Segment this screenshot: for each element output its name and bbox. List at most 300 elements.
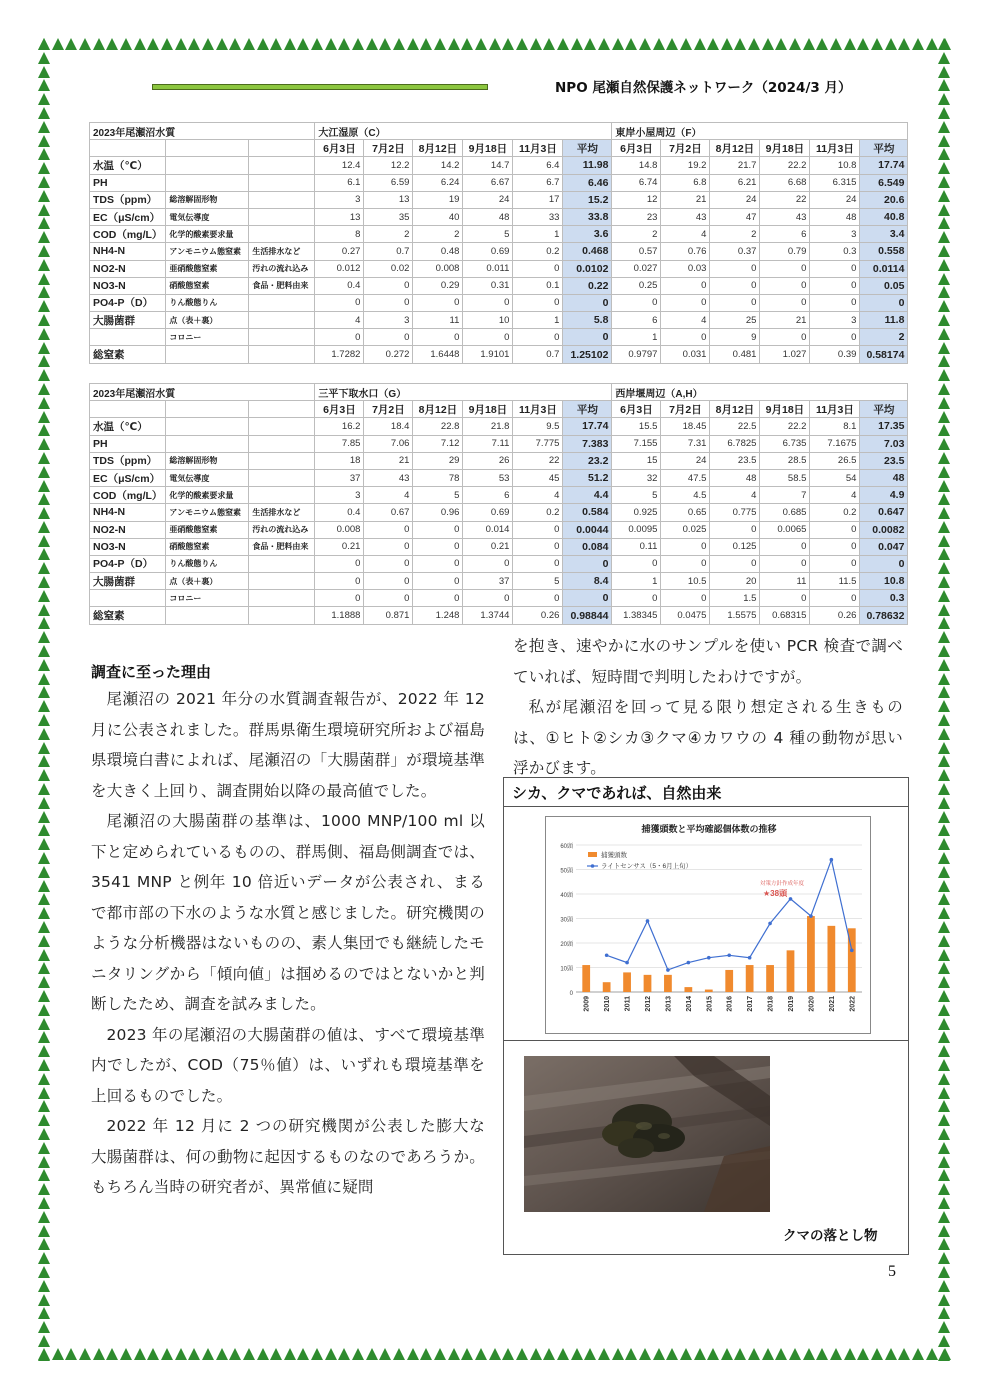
value-cell: 25 bbox=[710, 312, 760, 329]
border-triangle bbox=[38, 231, 50, 243]
table-header-row bbox=[90, 140, 908, 157]
border-triangle bbox=[38, 328, 50, 340]
site-a-name: 大江湿原（C） bbox=[315, 123, 612, 140]
average-cell: 0.98844 bbox=[563, 607, 612, 624]
value-cell: 6.59 bbox=[364, 174, 413, 191]
border-triangle bbox=[938, 66, 950, 78]
border-triangle bbox=[734, 38, 746, 50]
parameter-name: EC（μS/cm） bbox=[90, 208, 166, 225]
value-cell: 0 bbox=[513, 555, 563, 572]
border-triangle bbox=[543, 38, 555, 50]
value-cell: 0.7 bbox=[513, 346, 563, 363]
border-triangle bbox=[106, 1348, 118, 1360]
value-cell: 0.685 bbox=[760, 504, 810, 521]
border-triangle bbox=[38, 686, 50, 698]
border-triangle bbox=[38, 617, 50, 629]
parameter-source: 食品・肥料由来 bbox=[249, 538, 315, 555]
value-cell: 18.4 bbox=[364, 418, 413, 435]
parameter-description: アンモニウム態窒素 bbox=[166, 504, 249, 521]
border-triangle bbox=[885, 38, 897, 50]
value-cell: 43 bbox=[661, 208, 710, 225]
date-header: 6月3日 bbox=[612, 401, 661, 418]
border-triangle bbox=[38, 1073, 50, 1085]
border-triangle bbox=[38, 1197, 50, 1209]
value-cell: 0 bbox=[810, 329, 860, 346]
border-triangle bbox=[38, 880, 50, 892]
border-triangle bbox=[297, 1348, 309, 1360]
value-cell: 0.39 bbox=[810, 346, 860, 363]
table-row bbox=[90, 260, 908, 277]
value-cell: 0.125 bbox=[710, 538, 760, 555]
border-triangle bbox=[407, 38, 419, 50]
value-cell: 0.2 bbox=[513, 243, 563, 260]
average-cell: 0 bbox=[860, 294, 908, 311]
value-cell: 15 bbox=[612, 452, 661, 469]
figure-box bbox=[503, 777, 909, 1255]
border-triangle bbox=[38, 742, 50, 754]
parameter-description: 点（表＋裏） bbox=[166, 573, 249, 590]
border-triangle bbox=[938, 521, 950, 533]
average-cell: 11.98 bbox=[563, 157, 612, 174]
border-triangle bbox=[734, 1348, 746, 1360]
empty-cell bbox=[90, 401, 166, 418]
table-row bbox=[90, 329, 908, 346]
value-cell: 22.2 bbox=[760, 418, 810, 435]
border-triangle bbox=[516, 1348, 528, 1360]
value-cell: 1 bbox=[513, 312, 563, 329]
border-triangle bbox=[938, 342, 950, 354]
border-triangle bbox=[598, 1348, 610, 1360]
border-triangle bbox=[871, 1348, 883, 1360]
parameter-description: コロニー bbox=[166, 329, 249, 346]
value-cell: 6.1 bbox=[315, 174, 364, 191]
value-cell: 0.2 bbox=[513, 504, 563, 521]
parameter-name: TDS（ppm） bbox=[90, 452, 166, 469]
border-triangle bbox=[38, 438, 50, 450]
average-cell: 7.03 bbox=[860, 435, 908, 452]
average-cell: 0.3 bbox=[860, 590, 908, 607]
table-row bbox=[90, 174, 908, 191]
value-cell: 0 bbox=[760, 555, 810, 572]
border-triangle bbox=[216, 1348, 228, 1360]
border-triangle bbox=[938, 273, 950, 285]
line-point bbox=[625, 961, 629, 965]
bear-droppings-photo bbox=[524, 1056, 770, 1212]
border-triangle bbox=[52, 38, 64, 50]
x-tick-label: 2018 bbox=[767, 996, 775, 1012]
x-tick-label: 2022 bbox=[849, 996, 857, 1012]
border-triangle bbox=[38, 535, 50, 547]
border-triangle bbox=[38, 562, 50, 574]
value-cell: 0.37 bbox=[710, 243, 760, 260]
value-cell: 2 bbox=[612, 226, 661, 243]
border-triangle bbox=[938, 411, 950, 423]
date-header: 11月3日 bbox=[513, 140, 563, 157]
average-header: 平均 bbox=[563, 140, 612, 157]
parameter-name: NH4-N bbox=[90, 243, 166, 260]
value-cell: 0.3 bbox=[810, 243, 860, 260]
value-cell: 0 bbox=[513, 521, 563, 538]
table-row bbox=[90, 538, 908, 555]
average-cell: 0.05 bbox=[860, 277, 908, 294]
date-header: 7月2日 bbox=[364, 140, 413, 157]
value-cell: 7.1675 bbox=[810, 435, 860, 452]
value-cell: 9.5 bbox=[513, 418, 563, 435]
value-cell: 22.5 bbox=[710, 418, 760, 435]
border-triangle bbox=[120, 38, 132, 50]
average-cell: 0 bbox=[563, 555, 612, 572]
value-cell: 0 bbox=[364, 521, 413, 538]
value-cell: 0.008 bbox=[413, 260, 463, 277]
value-cell: 6.8 bbox=[661, 174, 710, 191]
border-triangle bbox=[938, 1073, 950, 1085]
value-cell: 6.315 bbox=[810, 174, 860, 191]
value-cell: 22.2 bbox=[760, 157, 810, 174]
value-cell: 10.5 bbox=[661, 573, 710, 590]
border-triangle bbox=[475, 1348, 487, 1360]
border-triangle bbox=[38, 1321, 50, 1333]
value-cell: 5 bbox=[612, 487, 661, 504]
value-cell: 0.272 bbox=[364, 346, 413, 363]
border-triangle bbox=[38, 1280, 50, 1292]
border-triangle bbox=[257, 1348, 269, 1360]
border-triangle bbox=[938, 811, 950, 823]
date-header: 11月3日 bbox=[810, 401, 860, 418]
border-triangle bbox=[38, 990, 50, 1002]
value-cell: 10 bbox=[463, 312, 513, 329]
value-cell: 0.48 bbox=[413, 243, 463, 260]
average-cell: 1.25102 bbox=[563, 346, 612, 363]
legend-label-bars: 捕獲頭数 bbox=[601, 852, 627, 859]
border-triangle bbox=[938, 1100, 950, 1112]
border-triangle bbox=[938, 1294, 950, 1306]
border-triangle bbox=[188, 1348, 200, 1360]
value-cell: 1.248 bbox=[413, 607, 463, 624]
border-triangle bbox=[748, 1348, 760, 1360]
value-cell: 0 bbox=[661, 555, 710, 572]
value-cell: 5 bbox=[413, 487, 463, 504]
date-header: 8月12日 bbox=[413, 140, 463, 157]
value-cell: 1.6448 bbox=[413, 346, 463, 363]
parameter-description bbox=[166, 157, 249, 174]
value-cell: 4 bbox=[315, 312, 364, 329]
value-cell: 0.25 bbox=[612, 277, 661, 294]
value-cell: 1 bbox=[612, 329, 661, 346]
border-triangle bbox=[938, 507, 950, 519]
parameter-name: 総窒素 bbox=[90, 607, 166, 624]
value-cell: 0 bbox=[661, 329, 710, 346]
border-triangle bbox=[598, 38, 610, 50]
border-triangle bbox=[530, 1348, 542, 1360]
border-triangle bbox=[938, 686, 950, 698]
border-triangle bbox=[175, 38, 187, 50]
parameter-description bbox=[166, 435, 249, 452]
border-triangle bbox=[938, 617, 950, 629]
parameter-source bbox=[249, 157, 315, 174]
table-row bbox=[90, 469, 908, 486]
value-cell: 0.21 bbox=[463, 538, 513, 555]
value-cell: 21 bbox=[760, 312, 810, 329]
value-cell: 7.155 bbox=[612, 435, 661, 452]
value-cell: 0 bbox=[413, 555, 463, 572]
border-triangle bbox=[38, 631, 50, 643]
average-cell: 0.084 bbox=[563, 538, 612, 555]
border-triangle bbox=[871, 38, 883, 50]
line-point bbox=[830, 858, 834, 862]
border-triangle bbox=[38, 411, 50, 423]
border-triangle bbox=[639, 38, 651, 50]
border-triangle bbox=[938, 1059, 950, 1071]
border-triangle bbox=[38, 1100, 50, 1112]
parameter-description: コロニー bbox=[166, 590, 249, 607]
border-triangle bbox=[938, 93, 950, 105]
value-cell: 9 bbox=[710, 329, 760, 346]
average-cell: 0.0114 bbox=[860, 260, 908, 277]
value-cell: 7.31 bbox=[661, 435, 710, 452]
parameter-name: COD（mg/L） bbox=[90, 487, 166, 504]
value-cell: 19.2 bbox=[661, 157, 710, 174]
average-cell: 0 bbox=[563, 590, 612, 607]
value-cell: 0.0095 bbox=[612, 521, 661, 538]
border-triangle bbox=[38, 1004, 50, 1016]
border-triangle bbox=[284, 1348, 296, 1360]
border-triangle bbox=[38, 714, 50, 726]
bar bbox=[725, 970, 733, 992]
average-cell: 48 bbox=[860, 469, 908, 486]
border-triangle bbox=[229, 38, 241, 50]
border-triangle bbox=[38, 1211, 50, 1223]
value-cell: 13 bbox=[364, 191, 413, 208]
border-triangle bbox=[38, 1018, 50, 1030]
value-cell: 0 bbox=[513, 538, 563, 555]
border-triangle bbox=[938, 1031, 950, 1043]
table-row bbox=[90, 312, 908, 329]
divider bbox=[504, 806, 908, 807]
border-triangle bbox=[161, 38, 173, 50]
value-cell: 24 bbox=[463, 191, 513, 208]
border-triangle bbox=[38, 852, 50, 864]
border-triangle bbox=[38, 1252, 50, 1264]
average-header: 平均 bbox=[563, 401, 612, 418]
border-triangle bbox=[938, 631, 950, 643]
parameter-source bbox=[249, 312, 315, 329]
bar bbox=[766, 965, 774, 992]
border-triangle bbox=[707, 38, 719, 50]
border-triangle bbox=[938, 1197, 950, 1209]
border-triangle bbox=[938, 1225, 950, 1237]
border-triangle bbox=[557, 1348, 569, 1360]
value-cell: 7.11 bbox=[463, 435, 513, 452]
border-triangle bbox=[938, 52, 950, 64]
value-cell: 5 bbox=[463, 226, 513, 243]
value-cell: 6.4 bbox=[513, 157, 563, 174]
value-cell: 0.65 bbox=[661, 504, 710, 521]
body-text-left bbox=[91, 684, 485, 1203]
border-triangle bbox=[448, 1348, 460, 1360]
value-cell: 4 bbox=[661, 226, 710, 243]
table-row bbox=[90, 208, 908, 225]
parameter-source bbox=[249, 607, 315, 624]
empty-cell bbox=[166, 401, 249, 418]
border-triangle bbox=[775, 38, 787, 50]
value-cell: 0.57 bbox=[612, 243, 661, 260]
border-triangle bbox=[38, 1335, 50, 1347]
border-triangle bbox=[612, 1348, 624, 1360]
border-triangle bbox=[38, 1142, 50, 1154]
border-triangle bbox=[530, 38, 542, 50]
border-triangle bbox=[938, 245, 950, 257]
border-triangle bbox=[38, 962, 50, 974]
divider bbox=[504, 1040, 908, 1041]
border-triangle bbox=[202, 38, 214, 50]
value-cell: 2 bbox=[364, 226, 413, 243]
border-triangle bbox=[38, 493, 50, 505]
border-triangle bbox=[38, 893, 50, 905]
border-triangle bbox=[489, 38, 501, 50]
line-point bbox=[789, 897, 793, 901]
value-cell: 4 bbox=[513, 487, 563, 504]
bar bbox=[787, 950, 795, 992]
average-cell: 6.46 bbox=[563, 174, 612, 191]
border-triangle bbox=[38, 217, 50, 229]
date-header: 7月2日 bbox=[364, 401, 413, 418]
border-triangle bbox=[366, 38, 378, 50]
border-triangle bbox=[912, 1348, 924, 1360]
value-cell: 7 bbox=[760, 487, 810, 504]
date-header: 6月3日 bbox=[612, 140, 661, 157]
table-row bbox=[90, 418, 908, 435]
value-cell: 1.38345 bbox=[612, 607, 661, 624]
border-triangle bbox=[38, 783, 50, 795]
border-triangle bbox=[938, 1004, 950, 1016]
border-triangle bbox=[938, 673, 950, 685]
border-triangle bbox=[38, 107, 50, 119]
x-tick-label: 2016 bbox=[726, 996, 734, 1012]
border-triangle bbox=[625, 1348, 637, 1360]
value-cell: 0.27 bbox=[315, 243, 364, 260]
border-triangle bbox=[243, 1348, 255, 1360]
average-cell: 0.584 bbox=[563, 504, 612, 521]
water-quality-table-2 bbox=[89, 383, 908, 625]
border-triangle bbox=[816, 38, 828, 50]
border-triangle bbox=[202, 1348, 214, 1360]
value-cell: 37 bbox=[315, 469, 364, 486]
average-cell: 2 bbox=[860, 329, 908, 346]
border-triangle bbox=[938, 755, 950, 767]
border-triangle bbox=[38, 769, 50, 781]
value-cell: 2 bbox=[413, 226, 463, 243]
line-point bbox=[727, 953, 731, 957]
parameter-name: PO4-P（D） bbox=[90, 555, 166, 572]
value-cell: 0.67 bbox=[364, 504, 413, 521]
border-triangle bbox=[352, 38, 364, 50]
value-cell: 1 bbox=[612, 573, 661, 590]
border-triangle bbox=[844, 1348, 856, 1360]
site-b-name: 東岸小屋周辺（F） bbox=[612, 123, 908, 140]
average-cell: 7.383 bbox=[563, 435, 612, 452]
value-cell: 3 bbox=[810, 312, 860, 329]
value-cell: 5 bbox=[513, 573, 563, 590]
border-triangle bbox=[147, 1348, 159, 1360]
date-header: 7月2日 bbox=[661, 140, 710, 157]
parameter-name: NO3-N bbox=[90, 538, 166, 555]
border-triangle bbox=[898, 38, 910, 50]
parameter-name: NO2-N bbox=[90, 521, 166, 538]
average-cell: 4.9 bbox=[860, 487, 908, 504]
border-triangle bbox=[938, 659, 950, 671]
border-triangle bbox=[639, 1348, 651, 1360]
value-cell: 0.26 bbox=[810, 607, 860, 624]
value-cell: 48 bbox=[710, 469, 760, 486]
parameter-description: りん酸態りん bbox=[166, 555, 249, 572]
parameter-name: 水温（℃） bbox=[90, 418, 166, 435]
value-cell: 28.5 bbox=[760, 452, 810, 469]
table-row bbox=[90, 294, 908, 311]
border-top bbox=[38, 38, 952, 52]
border-triangle bbox=[420, 1348, 432, 1360]
border-triangle bbox=[938, 1266, 950, 1278]
table-row bbox=[90, 226, 908, 243]
chart-title: 捕獲頭数と平均確認個体数の推移 bbox=[641, 824, 777, 834]
border-triangle bbox=[938, 397, 950, 409]
y-tick-label: 50頭 bbox=[560, 868, 573, 875]
value-cell: 0 bbox=[710, 555, 760, 572]
average-cell: 3.4 bbox=[860, 226, 908, 243]
value-cell: 47 bbox=[710, 208, 760, 225]
table-title: 2023年尾瀬沼水質 bbox=[90, 123, 315, 140]
body-text-right bbox=[513, 631, 903, 784]
border-triangle bbox=[352, 1348, 364, 1360]
value-cell: 0 bbox=[612, 590, 661, 607]
value-cell: 45 bbox=[513, 469, 563, 486]
border-triangle bbox=[297, 38, 309, 50]
table-row bbox=[90, 607, 908, 624]
value-cell: 0.29 bbox=[413, 277, 463, 294]
border-triangle bbox=[38, 604, 50, 616]
value-cell: 0.9797 bbox=[612, 346, 661, 363]
value-cell: 32 bbox=[612, 469, 661, 486]
value-cell: 0.7 bbox=[364, 243, 413, 260]
value-cell: 0 bbox=[315, 573, 364, 590]
border-triangle bbox=[38, 245, 50, 257]
border-triangle bbox=[38, 1294, 50, 1306]
border-triangle bbox=[38, 755, 50, 767]
border-triangle bbox=[666, 1348, 678, 1360]
border-triangle bbox=[38, 576, 50, 588]
average-cell: 40.8 bbox=[860, 208, 908, 225]
border-triangle bbox=[938, 38, 950, 50]
empty-cell bbox=[249, 401, 315, 418]
value-cell: 3 bbox=[364, 312, 413, 329]
parameter-description: 電気伝導度 bbox=[166, 469, 249, 486]
border-triangle bbox=[65, 38, 77, 50]
border-triangle bbox=[147, 38, 159, 50]
parameter-description: 電気伝導度 bbox=[166, 208, 249, 225]
border-triangle bbox=[571, 38, 583, 50]
border-triangle bbox=[79, 38, 91, 50]
annotation-text: 対策方針作成年度 bbox=[760, 881, 805, 887]
average-cell: 0.468 bbox=[563, 243, 612, 260]
paragraph: を抱き、速やかに水のサンプルを使い PCR 検査で調べていれば、短時間で判明したわけですが。 bbox=[513, 637, 903, 686]
legend-label-line: ライトセンサス（5・6月上旬） bbox=[601, 863, 693, 870]
border-triangle bbox=[38, 949, 50, 961]
parameter-name: NH4-N bbox=[90, 504, 166, 521]
average-cell: 0.58174 bbox=[860, 346, 908, 363]
average-cell: 5.8 bbox=[563, 312, 612, 329]
border-triangle bbox=[898, 1348, 910, 1360]
parameter-description: 化学的酸素要求量 bbox=[166, 226, 249, 243]
average-cell: 0.047 bbox=[860, 538, 908, 555]
